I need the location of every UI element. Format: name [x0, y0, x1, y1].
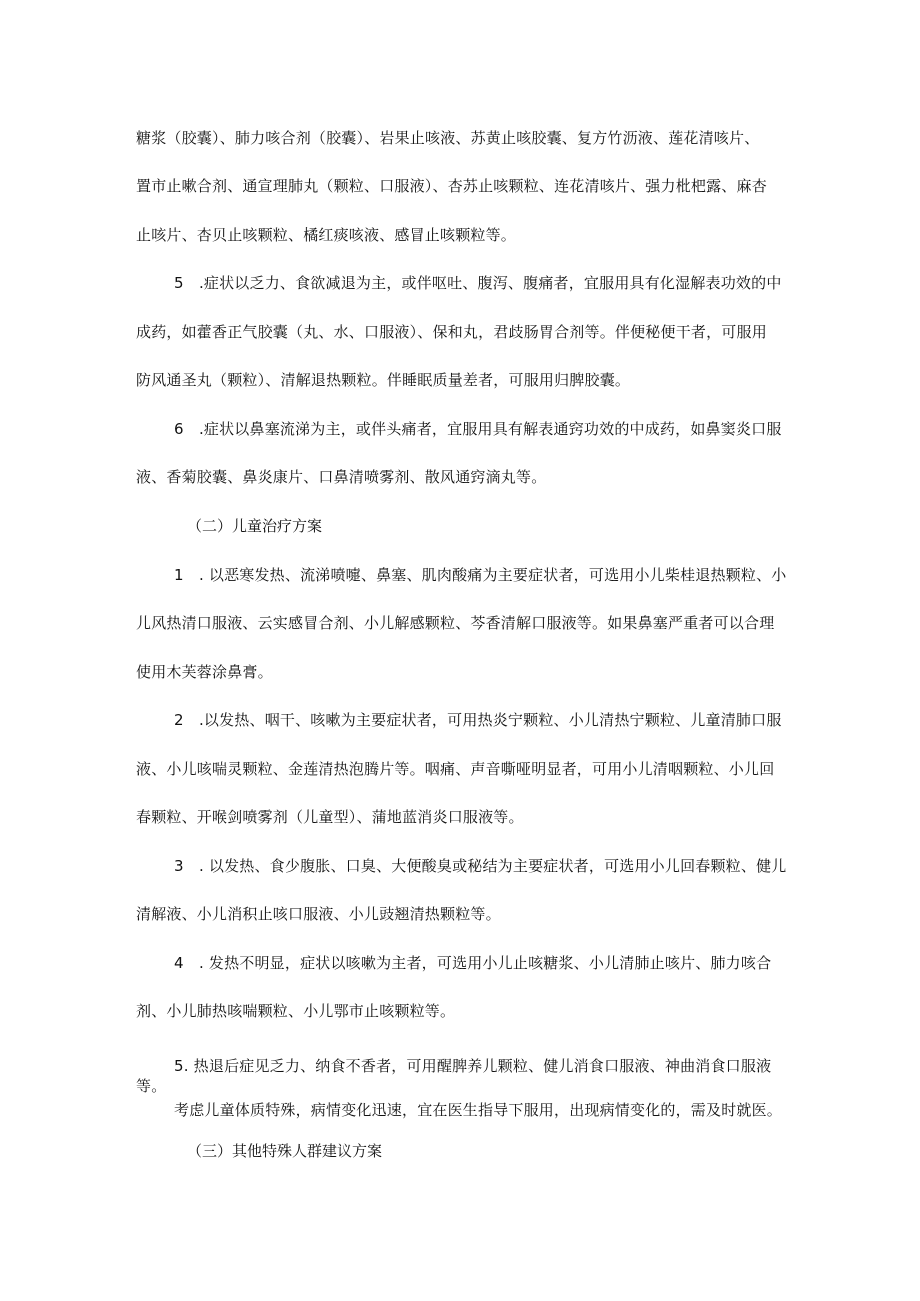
- section-heading: （二）儿童治疗方案: [187, 517, 323, 535]
- paragraph-line: 使用木芙蓉涂鼻膏。: [136, 663, 273, 681]
- paragraph-line: 1 . 以恶寒发热、流涕喷嚏、鼻塞、肌肉酸痛为主要症状者，可选用小儿柴桂退热颗粒、小: [174, 566, 787, 584]
- paragraph-line: 春颗粒、开喉剑喷雾剂（儿童型）、蒲地蓝消炎口服液等。: [136, 808, 524, 826]
- paragraph-line: 止咳片、杏贝止咳颗粒、橘红痰咳液、感冒止咳颗粒等。: [136, 226, 517, 244]
- paragraph-line: 液、香菊胶囊、鼻炎康片、口鼻清喷雾剂、散风通窍滴丸等。: [136, 468, 547, 486]
- paragraph-line: 儿风热清口服液、云实感冒合剂、小儿解感颗粒、芩香清解口服液等。如果鼻塞严重者可以合理: [136, 614, 775, 632]
- paragraph-line: 2 .以发热、咽干、咳嗽为主要症状者，可用热炎宁颗粒、小儿清热宁颗粒、儿童清肺口服: [174, 711, 782, 729]
- paragraph-line: 防风通圣丸（颗粒）、清解退热颗粒。伴睡眠质量差者，可服用归脾胶囊。: [136, 371, 631, 389]
- paragraph-line: 3 . 以发热、食少腹胀、口臭、大便酸臭或秘结为主要症状者，可选用小儿回春颗粒、健儿: [174, 857, 787, 875]
- paragraph-line: 成药，如藿香正气胶囊（丸、水、口服液）、保和丸，君歧肠胃合剂等。伴便秘便干者，可服用: [136, 323, 767, 341]
- paragraph-line: 6 .症状以鼻塞流涕为主，或伴头痛者，宜服用具有解表通窍功效的中成药，如鼻窦炎口服: [174, 420, 782, 438]
- paragraph-line: 液、小儿咳喘灵颗粒、金莲清热泡腾片等。咽痛、声音嘶哑明显者，可用小儿清咽颗粒、小儿回: [136, 760, 775, 778]
- paragraph-line: 清解液、小儿消积止咳口服液、小儿豉翘清热颗粒等。: [136, 905, 501, 923]
- paragraph-line: 糖浆（胶囊）、肺力咳合剂（胶囊）、岩果止咳液、苏黄止咳胶囊、复方竹沥液、莲花清咳片、: [136, 129, 760, 147]
- paragraph-line: 考虑儿童体质特殊，病情变化迅速，宜在医生指导下服用，出现病情变化的，需及时就医。: [174, 1101, 783, 1119]
- paragraph-line: 4 . 发热不明显，症状以咳嗽为主者，可选用小儿止咳糖浆、小儿清肺止咳片、肺力咳合: [174, 954, 772, 972]
- paragraph-line: 5 .症状以乏力、食欲减退为主，或伴呕吐、腹泻、腹痛者，宜服用具有化湿解表功效的中: [174, 274, 782, 292]
- paragraph-line: 剂、小儿肺热咳喘颗粒、小儿鄂市止咳颗粒等。: [136, 1002, 456, 1020]
- paragraph-line: 等。: [136, 1077, 167, 1095]
- section-heading: （三）其他特殊人群建议方案: [187, 1142, 383, 1160]
- paragraph-line: 置市止嗽合剂、通宣理肺丸（颗粒、口服液）、杏苏止咳颗粒、连花清咳片、强力枇杷露、麻杏: [136, 177, 767, 195]
- paragraph-line: 5. 热退后症见乏力、纳食不香者，可用醒脾养儿颗粒、健儿消食口服液、神曲消食口服液: [174, 1057, 772, 1075]
